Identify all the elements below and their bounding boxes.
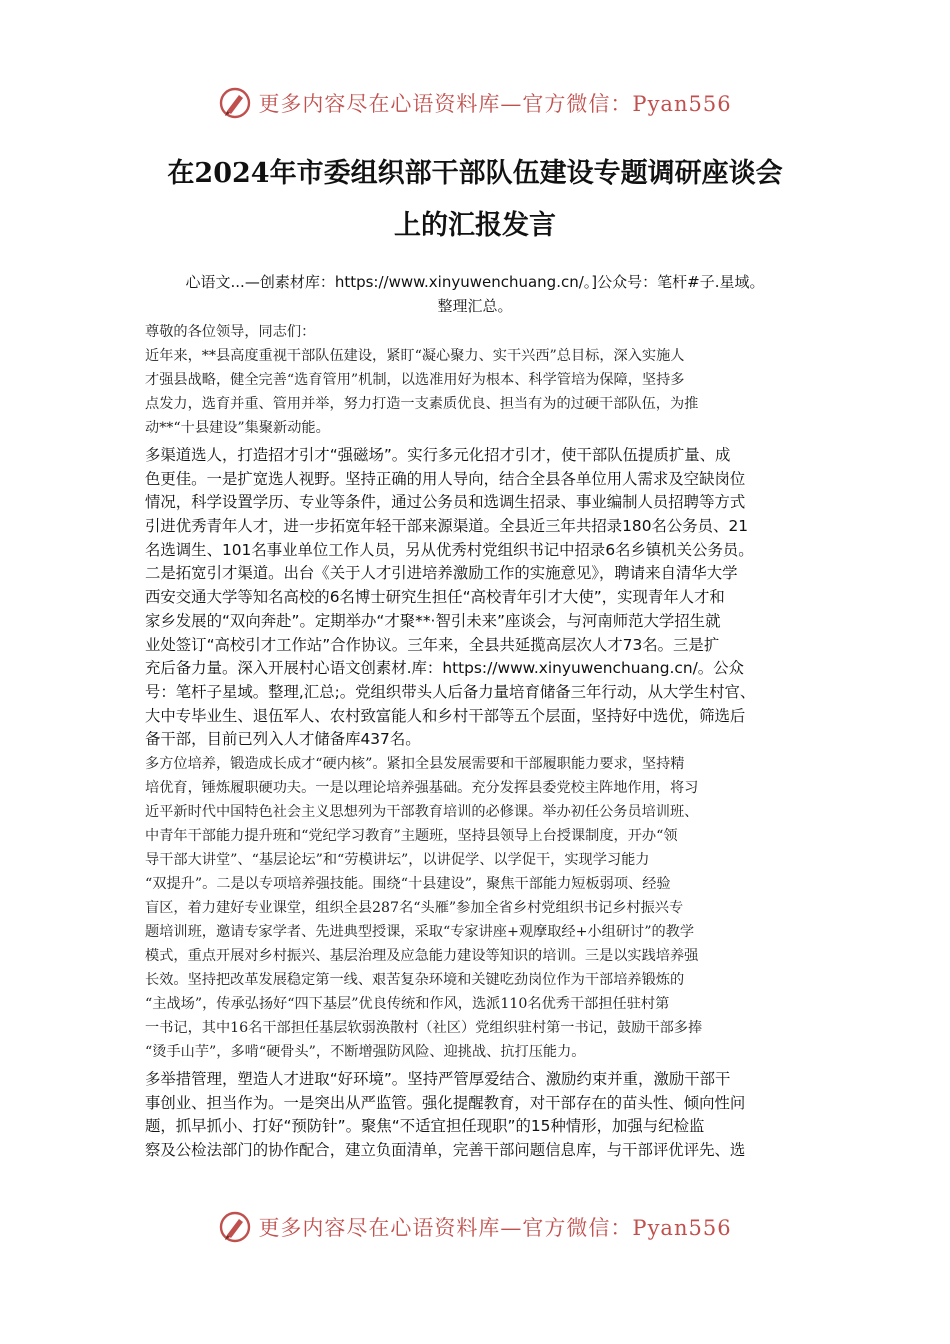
pen-logo-icon (218, 1210, 252, 1244)
source-note-line-1: 心语文...—创素材库：https://www.xinyuwenchuang.cn/。]公众号：笔杆#子.星域。 (185, 273, 765, 291)
paragraph-line: 西安交通大学等知名高校的6名博士研究生担任“高校青年引才大使”，实现青年人才和 (145, 588, 725, 607)
paragraph-line: 家乡发展的“双向奔赴”。定期举办“才聚**·智引未来”座谈会，与河南师范大学招生就 (145, 611, 721, 630)
footer-banner (0, 1210, 950, 1244)
paragraph-line: “烫手山芋”，多啃“硬骨头”，不断增强防风险、迎挑战、抗打压能力。 (145, 1043, 586, 1060)
paragraph-line: 充后备力量。深入开展村心语文创素材.库：https://www.xinyuwenchuang.cn/。公众 (145, 659, 744, 678)
header-banner-text: 更多内容尽在心语资料库—官方微信：Pyan556 (258, 92, 732, 116)
paragraph-line: 大中专毕业生、退伍军人、农村致富能人和乡村干部等五个层面，坚持好中选优，筛选后 (145, 706, 746, 725)
paragraph (145, 320, 813, 344)
header-banner (0, 86, 950, 120)
paragraph-line: 察及公检法部门的协作配合，建立负面清单，完善干部问题信息库，与干部评优评先、选 (145, 1141, 746, 1159)
title-line-1: 在2024年市委组织部干部队伍建设专题调研座谈会 (167, 158, 783, 189)
source-note (120, 270, 830, 318)
paragraph-line: 近年来，**县高度重视干部队伍建设，紧盯“凝心聚力、实干兴西”总目标，深入实施人 (145, 348, 685, 364)
paragraph-line: 色更佳。一是扩宽选人视野。坚持正确的用人导向，结合全县各单位用人需求及空缺岗位 (145, 469, 746, 488)
source-note-line-2: 整理汇总。 (437, 297, 513, 315)
paragraph-line: 题，抓早抓小、打好“预防针”。聚焦“不适宜担任现职”的15种情形，加强与纪检监 (145, 1117, 705, 1136)
paragraph-line: 盲区，着力建好专业课堂，组织全县287名“头雁”参加全省乡村党组织书记乡村振兴专 (145, 899, 684, 916)
paragraph-line: 业处签订“高校引才工作站”合作协议。三年来，全县共延揽高层次人才73名。三是扩 (145, 635, 720, 654)
paragraph (145, 1068, 813, 1163)
paragraph-line: 引进优秀青年人才，进一步拓宽年轻干部来源渠道。全县近三年共招录180名公务员、21 (145, 517, 749, 536)
page-title (110, 148, 840, 252)
paragraph-line: 多渠道选人，打造招才引才“强磁场”。实行多元化招才引才，使干部队伍提质扩量、成 (145, 446, 731, 464)
paragraph-line: “主战场”，传承弘扬好“四下基层”优良传统和作风，选派110名优秀干部担任驻村第 (145, 995, 670, 1012)
paragraph-line: 点发力，选育并重、管用并举，努力打造一支素质优良、担当有为的过硬干部队伍，为推 (145, 396, 699, 412)
paragraph-line: 多方位培养，锻造成长成才“硬内核”。紧扣全县发展需要和干部履职能力要求，坚持精 (145, 755, 685, 772)
paragraph (145, 344, 813, 440)
paragraph-line: 培优育，锤炼履职硬功夫。一是以理论培养强基础。充分发挥县委党校主阵地作用，将习 (145, 779, 699, 796)
paragraph-line: 长效。坚持把改革发展稳定第一线、艰苦复杂环境和关键吃劲岗位作为干部培养锻炼的 (145, 971, 685, 988)
title-line-2: 上的汇报发言 (394, 210, 556, 241)
paragraph-line: 名选调生、101名事业单位工作人员，另从优秀村党组织书记中招录6名乡镇机关公务员。 (145, 540, 754, 559)
paragraph-line: 动**“十县建设”集聚新动能。 (145, 420, 330, 436)
paragraph-line: 情况，科学设置学历、专业等条件，通过公务员和选调生招录、事业编制人员招聘等方式 (145, 493, 746, 512)
paragraph-line: 导干部大讲堂”、“基层论坛”和“劳模讲坛”，以讲促学、以学促干，实现学习能力 (145, 851, 650, 868)
paragraph (145, 444, 813, 752)
pen-logo-icon (218, 86, 252, 120)
paragraph (145, 752, 813, 1064)
paragraph-line: 尊敬的各位领导，同志们： (145, 324, 316, 340)
paragraph-line: 多举措管理，塑造人才进取“好环境”。坚持严管厚爱结合、激励约束并重，激励干部干 (145, 1069, 731, 1088)
document-body (145, 320, 813, 1163)
paragraph-line: 备干部，目前已列入人才储备库437名。 (145, 730, 421, 749)
paragraph-line: 题培训班，邀请专家学者、先进典型授课，采取“专家讲座+观摩取经+小组研讨”的教学 (145, 923, 695, 940)
paragraph-line: 事创业、担当作为。一是突出从严监管。强化提醒教育，对干部存在的苗头性、倾向性问 (145, 1093, 746, 1112)
paragraph-line: 模式，重点开展对乡村振兴、基层治理及应急能力建设等知识的培训。三是以实践培养强 (145, 947, 699, 964)
paragraph-line: 近平新时代中国特色社会主义思想列为干部教育培训的必修课。举办初任公务员培训班、 (145, 803, 699, 820)
paragraph-line: 才强县战略，健全完善“选育管用”机制，以选准用好为根本、科学管培为保障，坚持多 (145, 372, 685, 388)
paragraph-line: 一书记，其中16名干部担任基层软弱涣散村（社区）党组织驻村第一书记，鼓励干部多捧 (145, 1019, 703, 1036)
paragraph-line: 号：笔杆子星域。整理,汇总;。党组织带头人后备力量培育储备三年行动，从大学生村官、 (145, 682, 756, 701)
paragraph-line: “双提升”。二是以专项培养强技能。围绕“十县建设”，聚焦干部能力短板弱项、经验 (145, 875, 671, 892)
paragraph-line: 二是拓宽引才渠道。出台《关于人才引进培养激励工作的实施意见》，聘请来自清华大学 (145, 564, 738, 583)
footer-banner-text: 更多内容尽在心语资料库—官方微信：Pyan556 (258, 1216, 732, 1240)
paragraph-line: 中青年干部能力提升班和“党纪学习教育”主题班，坚持县领导上台授课制度，开办“领 (145, 827, 678, 844)
